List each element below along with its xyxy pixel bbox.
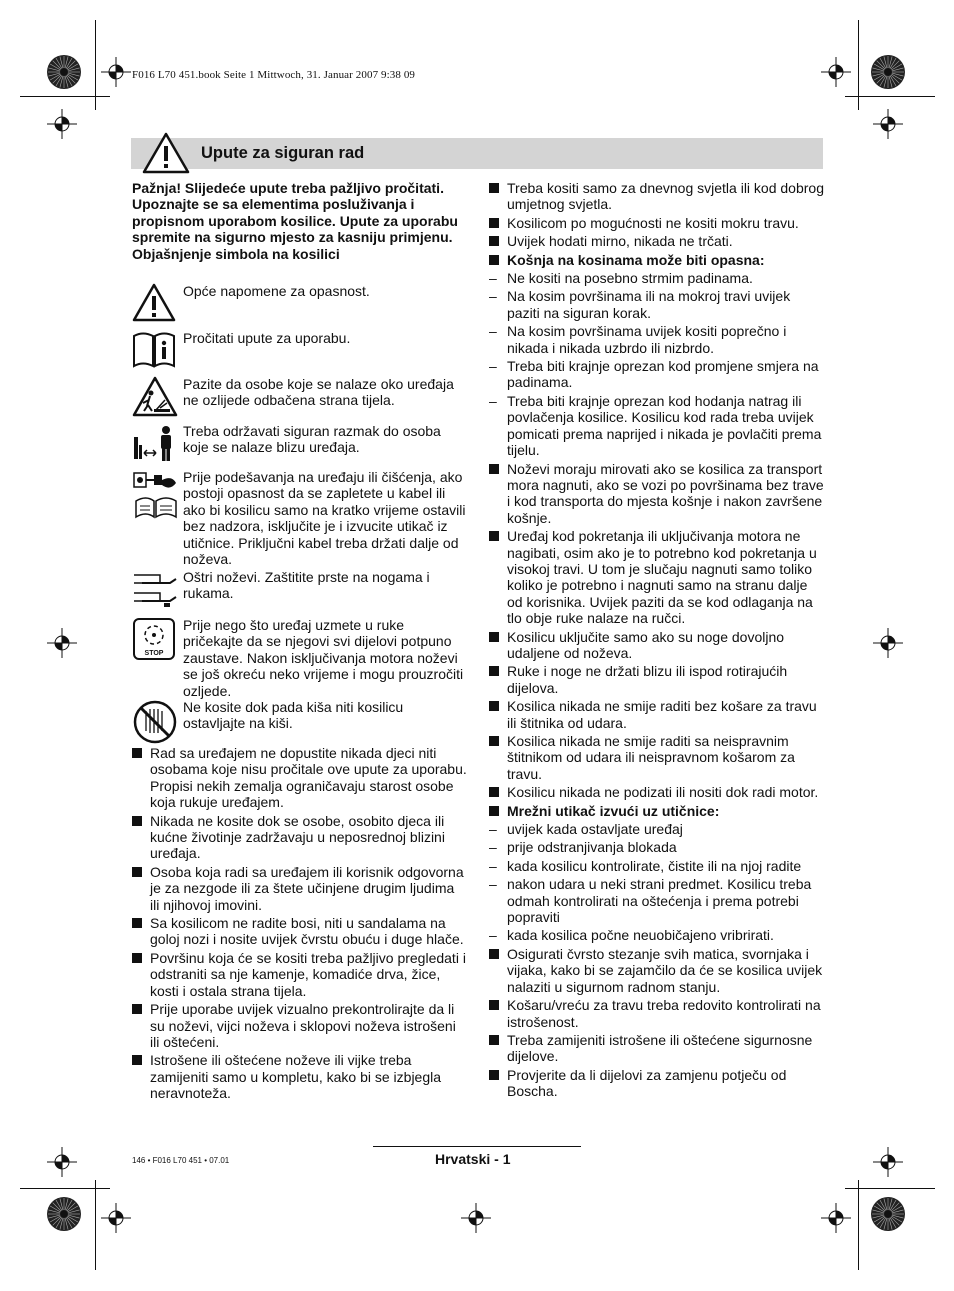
list-item-text: nakon udara u neki strani predmet. Kosilicu treba odmah kontrolirati na oštećenja i prema potrebi popraviti bbox=[507, 876, 812, 926]
symbol-text: Prije podešavanja na uređaju ili čišćenja, ako postoji opasnost da se zapletete u kabel ili ako bi kosilicu samo na kratko vrijeme ostavili bez nadzora, isključite je i izvucite utikač iz utičnice. Priključni kabel treba držati dalje od noževa. bbox=[183, 469, 466, 568]
list-item bbox=[132, 1052, 467, 1101]
square-bullet-icon bbox=[489, 629, 505, 645]
list-item bbox=[489, 663, 825, 696]
symbol-text: Pazite da osobe koje se nalaze oko uređaja ne ozlijede odbačena strana tijela. bbox=[183, 376, 454, 409]
list-item bbox=[489, 1032, 825, 1065]
list-item-text: Prije uporabe uvijek vizualno prekontrolirajte da li su noževi, vijci noževa i sklopovi noževa istrošeni ili oštećeni. bbox=[150, 1001, 456, 1050]
list-item bbox=[489, 629, 825, 662]
list-item bbox=[489, 461, 825, 527]
list-item bbox=[489, 252, 825, 268]
list-item-text: Košnja na kosinama može biti opasna: bbox=[507, 251, 765, 268]
list-item-text: Uvijek hodati mirno, nikada ne trčati. bbox=[507, 233, 733, 250]
square-bullet-icon bbox=[489, 461, 505, 477]
square-bullet-icon bbox=[132, 864, 148, 880]
registration-mark-icon bbox=[873, 1147, 903, 1177]
blade-stop-icon bbox=[132, 617, 176, 661]
intro-block bbox=[132, 180, 467, 262]
list-item bbox=[489, 839, 825, 855]
registration-mark-icon bbox=[873, 628, 903, 658]
list-item bbox=[489, 180, 825, 213]
crop-line bbox=[845, 96, 935, 97]
square-bullet-icon bbox=[489, 803, 505, 819]
list-item-text: uvijek kada ostavljate uređaj bbox=[507, 821, 683, 838]
dash-marker: – bbox=[489, 821, 497, 838]
list-item bbox=[489, 358, 825, 391]
crop-line bbox=[20, 1188, 110, 1189]
list-item-text: Uređaj kod pokretanja ili uključivanja motora ne nagibati, osim ako je to potrebno kod pokretanja u visokoj travi. U tom je slučaju nagnuti samo toliko koliko je potrebno i nagnuti samo na stranu dalje od korisnika. Uvijek paziti da se kod odlaganja na tlo obje ruke nalaze na ručci. bbox=[507, 528, 817, 627]
starburst-mark-icon bbox=[46, 1196, 82, 1232]
square-bullet-icon bbox=[489, 528, 505, 544]
list-item bbox=[489, 1067, 825, 1100]
unplug-before-service-icon bbox=[132, 469, 180, 521]
list-item bbox=[489, 733, 825, 782]
list-item-text: Ruke i noge ne držati blizu ili ispod rotirajućih dijelova. bbox=[507, 663, 788, 696]
starburst-mark-icon bbox=[870, 54, 906, 90]
square-bullet-icon bbox=[489, 180, 505, 196]
square-bullet-icon bbox=[489, 946, 505, 962]
dash-marker: – bbox=[489, 323, 497, 340]
right-bullet-list bbox=[489, 180, 825, 1102]
list-item bbox=[132, 813, 467, 862]
dash-marker: – bbox=[489, 927, 497, 944]
symbol-text: Prije nego što uređaj uzmete u ruke pričekajte da se njegovi svi dijelovi potpuno zaustave. Nakon isključivanja motora noževi se još okreću neko vrijeme i mogu prouzročiti ozljede. bbox=[183, 617, 464, 699]
list-item-text: prije odstranjivanja blokada bbox=[507, 839, 677, 856]
list-item-text: Površinu koja će se kositi treba pažljivo pregledati i odstraniti sa nje kamenje, komadiće drva, žice, kosti i ostala strana tijela. bbox=[150, 949, 466, 999]
list-item-text: Istrošene ili oštećene noževe ili vijke treba zamijeniti samo u kompletu, kako bi se izbjegla neravnoteža. bbox=[150, 1052, 442, 1102]
list-item bbox=[489, 393, 825, 459]
list-item bbox=[489, 288, 825, 321]
square-bullet-icon bbox=[132, 915, 148, 931]
symbol-text: Ne kosite dok pada kiša niti kosilicu ostavljajte na kiši. bbox=[183, 699, 404, 732]
square-bullet-icon bbox=[489, 698, 505, 714]
list-item-text: Na kosim površinama ili na mokroj travi uvijek paziti na siguran korak. bbox=[507, 288, 791, 321]
list-item-text: Treba biti krajnje oprezan kod promjene smjera na padinama. bbox=[507, 358, 819, 391]
list-item bbox=[489, 927, 825, 943]
sharp-blades-icon bbox=[132, 569, 178, 609]
dash-marker: – bbox=[489, 358, 497, 375]
dash-marker: – bbox=[489, 392, 497, 409]
list-item-text: kada kosilicu kontrolirate, čistite ili na njoj radite bbox=[507, 857, 802, 874]
dash-marker: – bbox=[489, 876, 497, 893]
registration-mark-icon bbox=[101, 1203, 131, 1233]
list-item-text: Kosilicu uključite samo ako su noge dovoljno udaljene od noževa. bbox=[507, 628, 785, 661]
symbol-text: Pročitati upute za uporabu. bbox=[183, 330, 351, 346]
list-item-text: kada kosilica počne neuobičajeno vribrirati. bbox=[507, 927, 774, 944]
square-bullet-icon bbox=[489, 1032, 505, 1048]
flying-debris-icon bbox=[132, 376, 178, 418]
list-item-text: Mrežni utikač izvući uz utičnice: bbox=[507, 802, 720, 819]
list-item-text: Kosilicom po mogućnosti ne kositi mokru travu. bbox=[507, 214, 799, 231]
keep-distance-icon bbox=[132, 423, 178, 463]
section-banner bbox=[131, 138, 823, 169]
registration-mark-icon bbox=[821, 1203, 851, 1233]
footer-page-title: Hrvatski - 1 bbox=[435, 1151, 511, 1167]
list-item bbox=[132, 915, 467, 948]
read-manual-icon bbox=[132, 330, 176, 368]
registration-mark-icon bbox=[47, 1147, 77, 1177]
list-item-text: Osoba koja radi sa uređajem ili korisnik odgovorna je za nezgode ili za štete učinjene drugim ljudima ili njihovoj imovini. bbox=[150, 863, 464, 913]
list-item-text: Košaru/vreću za travu treba redovito kontrolirati na istrošenost. bbox=[507, 997, 821, 1030]
list-item-text: Kosilica nikada ne smije raditi bez košare za travu ili štitnika od udara. bbox=[507, 698, 817, 731]
square-bullet-icon bbox=[489, 252, 505, 268]
square-bullet-icon bbox=[489, 215, 505, 231]
registration-mark-icon bbox=[461, 1203, 491, 1233]
dash-marker: – bbox=[489, 288, 497, 305]
symbol-text: Oštri noževi. Zaštitite prste na nogama i rukama. bbox=[183, 569, 430, 602]
no-rain-icon bbox=[132, 699, 178, 745]
list-item-text: Treba kositi samo za dnevnog svjetla ili kod dobrog umjetnog svjetla. bbox=[507, 180, 824, 213]
square-bullet-icon bbox=[489, 663, 505, 679]
list-item bbox=[489, 803, 825, 819]
print-header: F016 L70 451.book Seite 1 Mittwoch, 31. Januar 2007 9:38 09 bbox=[132, 69, 416, 81]
dash-marker: – bbox=[489, 839, 497, 856]
list-item-text: Kosilica nikada ne smije raditi sa neispravnim štitnikom od udara ili neispravnom košarom za travu. bbox=[507, 733, 795, 782]
list-item bbox=[489, 784, 825, 800]
square-bullet-icon bbox=[132, 745, 148, 761]
list-item bbox=[489, 270, 825, 286]
list-item-text: Provjerite da li dijelovi za zamjenu potječu od Boscha. bbox=[507, 1066, 787, 1100]
starburst-mark-icon bbox=[46, 54, 82, 90]
warning-triangle-icon bbox=[141, 131, 191, 175]
list-item-text: Sa kosilicom ne radite bosi, niti u sandalama na goloj nozi i nosite uvijek čvrstu obuću i duge hlače. bbox=[150, 915, 464, 948]
list-item-text: Na kosim površinama uvijek kositi poprečno i nikada i nikada uzbrdo ili nizbrdo. bbox=[507, 323, 787, 356]
crop-line bbox=[95, 1180, 96, 1270]
square-bullet-icon bbox=[132, 1001, 148, 1017]
footer-rule bbox=[373, 1146, 581, 1147]
symbols-heading: Objašnjenje simbola na kosilici bbox=[132, 245, 340, 262]
square-bullet-icon bbox=[489, 784, 505, 800]
list-item bbox=[489, 215, 825, 231]
registration-mark-icon bbox=[47, 628, 77, 658]
list-item bbox=[132, 745, 467, 811]
crop-line bbox=[858, 1180, 859, 1270]
symbol-text: Opće napomene za opasnost. bbox=[183, 283, 370, 299]
footer-code: 146 • F016 L70 451 • 07.01 bbox=[132, 1156, 230, 1165]
warning-triangle-icon bbox=[132, 283, 176, 323]
list-item-text: Ne kositi na posebno strmim padinama. bbox=[507, 270, 753, 287]
registration-mark-icon bbox=[101, 57, 131, 87]
list-item-text: Kosilicu nikada ne podizati ili nositi dok radi motor. bbox=[507, 784, 819, 801]
square-bullet-icon bbox=[489, 1067, 505, 1083]
left-bullet-list bbox=[132, 745, 467, 1104]
crop-line bbox=[845, 1188, 935, 1189]
list-item bbox=[132, 864, 467, 913]
dash-marker: – bbox=[489, 857, 497, 874]
list-item bbox=[489, 528, 825, 626]
list-item bbox=[489, 233, 825, 249]
stop-label: STOP bbox=[144, 650, 164, 657]
list-item bbox=[489, 821, 825, 837]
dash-marker: – bbox=[489, 270, 497, 287]
starburst-mark-icon bbox=[870, 1196, 906, 1232]
list-item bbox=[489, 698, 825, 731]
list-item bbox=[132, 1001, 467, 1050]
list-item-text: Nikada ne kosite dok se osobe, osobito djeca ili kućne životinje zadržavaju u neposrednoj blizini uređaja. bbox=[150, 812, 445, 862]
list-item bbox=[489, 946, 825, 995]
list-item-text: Noževi moraju mirovati ako se kosilica za transport mora nagnuti, ako se vozi po površinama bez trave i kod transporta do mjesta košnje i nakon završene košnje. bbox=[507, 460, 824, 526]
intro-warning: Pažnja! Slijedeće upute treba pažljivo pročitati. Upoznajte se sa elementima posluživanja i propisnom uporabom kosilice. Upute za uporabu spremite na sigurno mjesto za kasniju primjenu. bbox=[132, 180, 458, 246]
section-title: Upute za siguran rad bbox=[201, 144, 365, 162]
list-item bbox=[489, 323, 825, 356]
registration-mark-icon bbox=[873, 109, 903, 139]
list-item-text: Treba zamijeniti istrošene ili oštećene sigurnosne dijelove. bbox=[507, 1031, 813, 1065]
square-bullet-icon bbox=[132, 1052, 148, 1068]
registration-mark-icon bbox=[47, 109, 77, 139]
square-bullet-icon bbox=[489, 733, 505, 749]
square-bullet-icon bbox=[489, 233, 505, 249]
registration-mark-icon bbox=[821, 57, 851, 87]
square-bullet-icon bbox=[489, 997, 505, 1013]
list-item bbox=[489, 876, 825, 925]
list-item-text: Treba biti krajnje oprezan kod hodanja natrag ili povlačenja kosilice. Kosilicu kod rada treba uvijek pomicati prema naprijed i nikada je povlačiti prema tijelu. bbox=[507, 392, 822, 459]
crop-line bbox=[20, 96, 110, 97]
list-item-text: Rad sa uređajem ne dopustite nikada djeci niti osobama koje nisu pročitale ove upute za uporabu. Propisi nekih zemalja ograničavaju starost osobe koja rukuje uređajem. bbox=[150, 745, 467, 811]
list-item bbox=[489, 997, 825, 1030]
list-item-text: Osigurati čvrsto stezanje svih matica, svornjaka i vijaka, kako bi se zajamčilo da će se kosilica uvijek nalaziti u sigurnom radnom stanju. bbox=[507, 945, 823, 995]
list-item bbox=[132, 950, 467, 999]
list-item bbox=[489, 858, 825, 874]
square-bullet-icon bbox=[132, 813, 148, 829]
symbol-text: Treba održavati siguran razmak do osoba koje se nalaze blizu uređaja. bbox=[183, 423, 441, 456]
square-bullet-icon bbox=[132, 950, 148, 966]
